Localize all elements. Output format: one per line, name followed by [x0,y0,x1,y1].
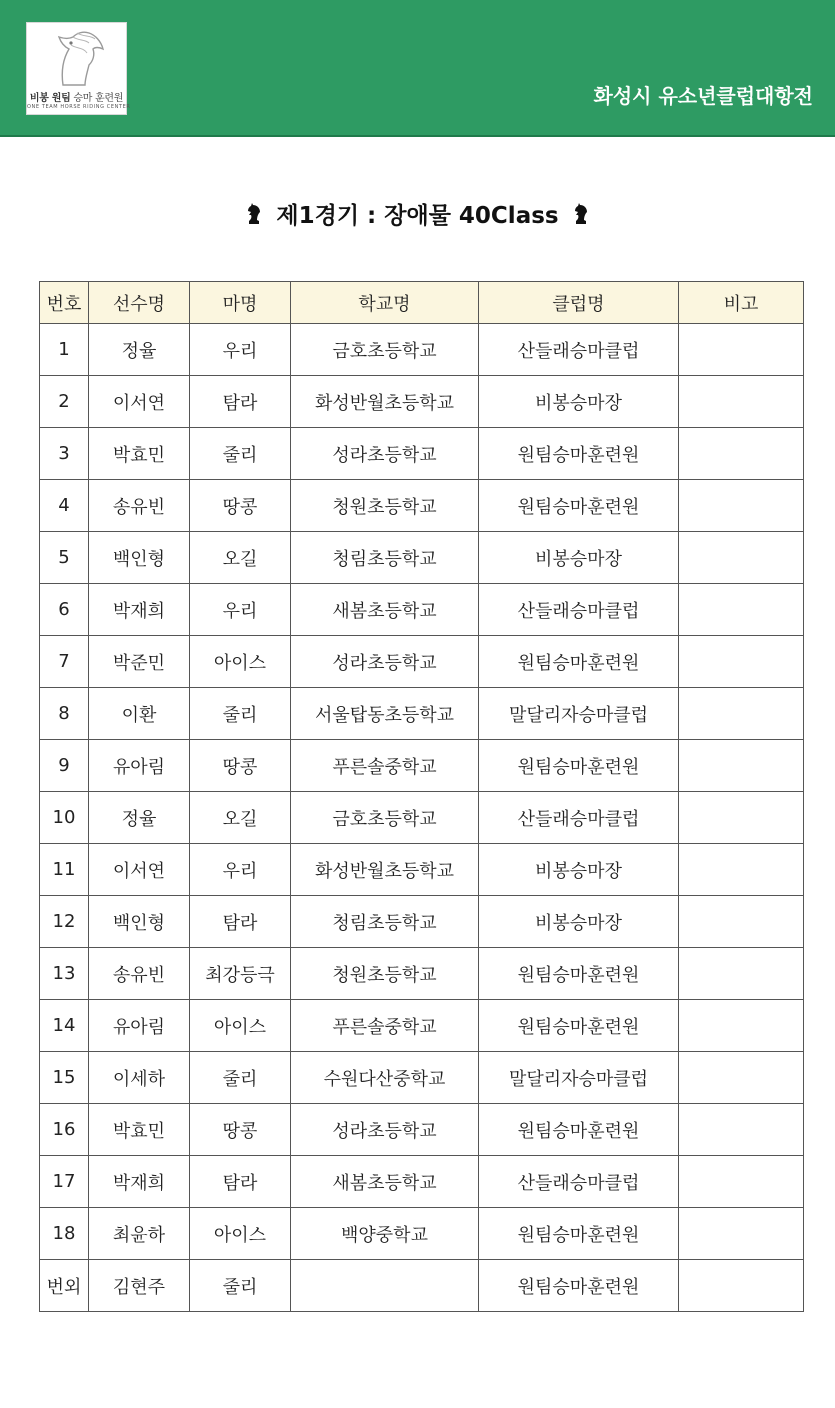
logo-subtext: ONE TEAM HORSE RIDING CENTER [27,104,131,110]
cell-player-name: 최윤하 [89,1208,190,1260]
cell-player-name: 김현주 [89,1260,190,1312]
cell-horse-name: 아이스 [190,1208,291,1260]
cell-club-name: 원팀승마훈련원 [479,948,679,1000]
cell-horse-name: 탐라 [190,896,291,948]
cell-remarks [679,636,804,688]
cell-horse-name: 줄리 [190,428,291,480]
horse-logo-icon [49,27,107,87]
cell-player-name: 송유빈 [89,480,190,532]
table-row [40,1104,804,1156]
cell-horse-name: 탐라 [190,376,291,428]
cell-remarks [679,688,804,740]
event-title-text: 제1경기 : 장애물 40Class [276,203,559,229]
cell-horse-name: 최강등극 [190,948,291,1000]
knight-chess-icon [573,203,589,225]
cell-horse-name: 줄리 [190,1052,291,1104]
table-row [40,480,804,532]
cell-number: 2 [40,376,89,428]
cell-number: 12 [40,896,89,948]
cell-remarks [679,844,804,896]
cell-club-name: 원팀승마훈련원 [479,1104,679,1156]
table-row [40,428,804,480]
entry-table [39,281,804,1312]
cell-number: 16 [40,1104,89,1156]
cell-player-name: 유아림 [89,1000,190,1052]
cell-player-name: 유아림 [89,740,190,792]
header-school-name: 학교명 [291,282,479,324]
cell-school-name: 청원초등학교 [291,480,479,532]
cell-player-name: 송유빈 [89,948,190,1000]
cell-club-name: 원팀승마훈련원 [479,1000,679,1052]
cell-horse-name: 줄리 [190,1260,291,1312]
knight-chess-icon [246,203,262,225]
cell-number: 10 [40,792,89,844]
cell-school-name: 새봄초등학교 [291,584,479,636]
event-title [0,197,835,230]
cell-remarks [679,1208,804,1260]
cell-remarks [679,480,804,532]
cell-school-name: 수원다산중학교 [291,1052,479,1104]
header-horse-name: 마명 [190,282,291,324]
table-row [40,1156,804,1208]
cell-horse-name: 오길 [190,792,291,844]
cell-horse-name: 오길 [190,532,291,584]
cell-number: 18 [40,1208,89,1260]
cell-player-name: 이환 [89,688,190,740]
cell-horse-name: 우리 [190,584,291,636]
cell-player-name: 이세하 [89,1052,190,1104]
cell-club-name: 산들래승마클럽 [479,584,679,636]
cell-remarks [679,532,804,584]
cell-school-name: 청원초등학교 [291,948,479,1000]
table-row [40,324,804,376]
cell-school-name: 금호초등학교 [291,324,479,376]
cell-school-name [291,1260,479,1312]
cell-number: 4 [40,480,89,532]
cell-number: 15 [40,1052,89,1104]
cell-school-name: 성라초등학교 [291,428,479,480]
cell-number: 1 [40,324,89,376]
table-row [40,896,804,948]
cell-club-name: 산들래승마클럽 [479,324,679,376]
table-row [40,532,804,584]
cell-player-name: 박재희 [89,1156,190,1208]
cell-horse-name: 우리 [190,324,291,376]
cell-club-name: 원팀승마훈련원 [479,480,679,532]
logo [26,22,131,115]
table-header-row [40,282,804,324]
cell-horse-name: 탐라 [190,1156,291,1208]
table-row [40,1052,804,1104]
header-remarks: 비고 [679,282,804,324]
cell-club-name: 비봉승마장 [479,844,679,896]
cell-remarks [679,1156,804,1208]
cell-school-name: 성라초등학교 [291,636,479,688]
cell-remarks [679,1260,804,1312]
cell-horse-name: 줄리 [190,688,291,740]
cell-school-name: 금호초등학교 [291,792,479,844]
table-row [40,688,804,740]
cell-school-name: 청림초등학교 [291,532,479,584]
header-title: 화성시 유소년클럽대항전 [593,84,813,108]
cell-number: 7 [40,636,89,688]
cell-club-name: 비봉승마장 [479,896,679,948]
cell-club-name: 산들래승마클럽 [479,1156,679,1208]
cell-club-name: 원팀승마훈련원 [479,740,679,792]
table-row [40,1000,804,1052]
cell-remarks [679,740,804,792]
cell-remarks [679,584,804,636]
cell-remarks [679,376,804,428]
cell-school-name: 푸른솔중학교 [291,1000,479,1052]
cell-number: 8 [40,688,89,740]
cell-player-name: 정율 [89,792,190,844]
cell-school-name: 백양중학교 [291,1208,479,1260]
logo-text: 비봉 원팀 승마 훈련원 [29,93,124,104]
table-row [40,740,804,792]
cell-player-name: 박효민 [89,428,190,480]
cell-remarks [679,324,804,376]
table-row [40,948,804,1000]
cell-club-name: 원팀승마훈련원 [479,428,679,480]
cell-club-name: 원팀승마훈련원 [479,1208,679,1260]
cell-player-name: 백인형 [89,896,190,948]
cell-horse-name: 땅콩 [190,480,291,532]
cell-number: 11 [40,844,89,896]
table-row [40,792,804,844]
header-player-name: 선수명 [89,282,190,324]
cell-horse-name: 우리 [190,844,291,896]
cell-school-name: 화성반월초등학교 [291,844,479,896]
cell-remarks [679,428,804,480]
cell-number: 14 [40,1000,89,1052]
cell-horse-name: 아이스 [190,636,291,688]
cell-horse-name: 아이스 [190,1000,291,1052]
cell-club-name: 비봉승마장 [479,532,679,584]
cell-horse-name: 땅콩 [190,740,291,792]
table-row [40,1208,804,1260]
cell-number: 9 [40,740,89,792]
cell-remarks [679,896,804,948]
cell-player-name: 백인형 [89,532,190,584]
cell-remarks [679,1052,804,1104]
cell-club-name: 비봉승마장 [479,376,679,428]
cell-player-name: 박효민 [89,1104,190,1156]
cell-number: 번외 [40,1260,89,1312]
cell-remarks [679,1000,804,1052]
cell-number: 3 [40,428,89,480]
header-number: 번호 [40,282,89,324]
cell-club-name: 말달리자승마클럽 [479,688,679,740]
cell-school-name: 화성반월초등학교 [291,376,479,428]
cell-player-name: 박준민 [89,636,190,688]
cell-number: 13 [40,948,89,1000]
cell-player-name: 정율 [89,324,190,376]
cell-player-name: 이서연 [89,376,190,428]
table-row [40,376,804,428]
header-club-name: 클럽명 [479,282,679,324]
cell-player-name: 이서연 [89,844,190,896]
cell-player-name: 박재희 [89,584,190,636]
cell-school-name: 서울탑동초등학교 [291,688,479,740]
cell-club-name: 산들래승마클럽 [479,792,679,844]
cell-number: 17 [40,1156,89,1208]
cell-remarks [679,1104,804,1156]
cell-horse-name: 땅콩 [190,1104,291,1156]
table-row [40,1260,804,1312]
cell-school-name: 청림초등학교 [291,896,479,948]
table-row [40,584,804,636]
table-row [40,636,804,688]
page-header [0,0,835,137]
cell-school-name: 성라초등학교 [291,1104,479,1156]
cell-club-name: 말달리자승마클럽 [479,1052,679,1104]
cell-club-name: 원팀승마훈련원 [479,636,679,688]
cell-remarks [679,948,804,1000]
table-row [40,844,804,896]
cell-number: 6 [40,584,89,636]
cell-number: 5 [40,532,89,584]
cell-club-name: 원팀승마훈련원 [479,1260,679,1312]
cell-remarks [679,792,804,844]
cell-school-name: 푸른솔중학교 [291,740,479,792]
cell-school-name: 새봄초등학교 [291,1156,479,1208]
